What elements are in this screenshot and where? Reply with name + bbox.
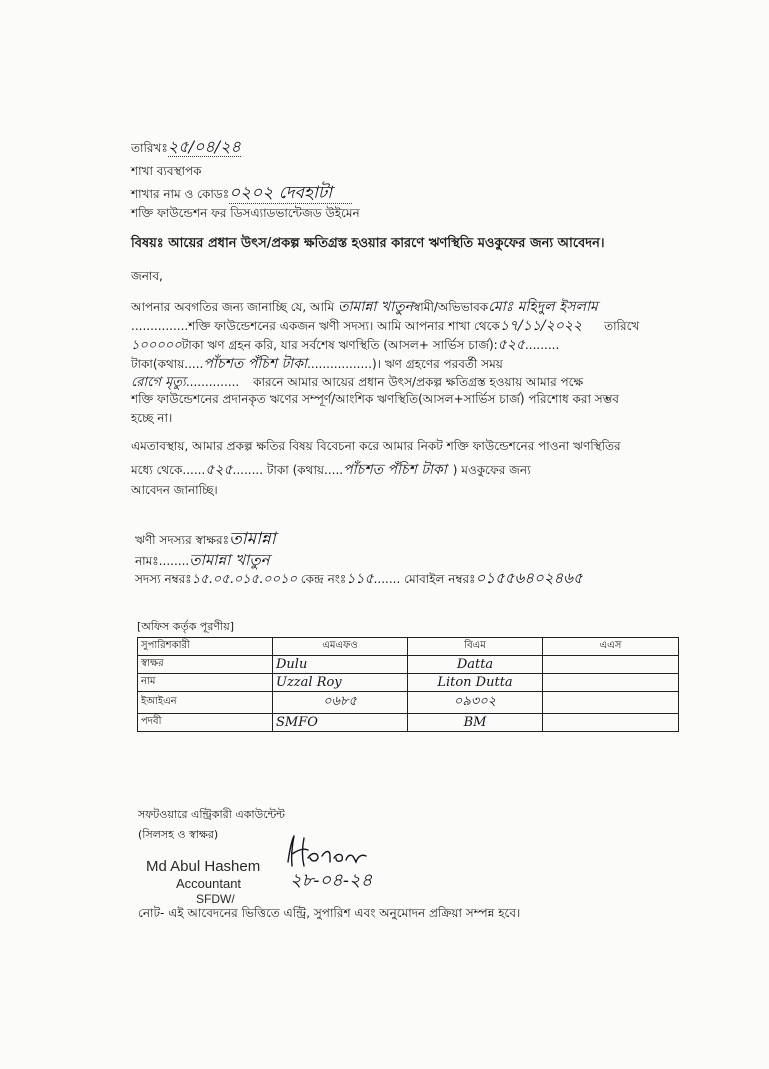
waiver-words-handwritten: পাঁচশত পঁচিশ টাকা	[343, 462, 447, 478]
organization-name: শক্তি ফাউন্ডেশন ফর ডিসএ্যাডভান্টেজড উইমেন	[131, 206, 360, 220]
footer-note: নোট- এই আবেদনের ভিত্তিতে এন্ট্রি, সুপারিশ এবং অনুমোদন প্রক্রিয়া সম্পন্ন হবে।	[138, 906, 521, 920]
office-header-row	[138, 638, 679, 656]
member-name-handwritten: তামান্না খাতুন	[337, 299, 413, 315]
body-text: কারনে আমার আয়ের প্রধান উৎস/প্রকল্প ক্ষতিগ্রস্ত হওয়ায় আমার পক্ষে	[253, 375, 584, 389]
table-row	[138, 656, 679, 674]
body-line-9: মধ্যে থেকে......৫২৫........ টাকা (কথায়.....পাঁচশত পঁচিশ টাকা ) মওকুফের জন্য	[131, 462, 531, 478]
guardian-name-handwritten: মোঃ মহিদুল ইসলাম	[488, 299, 598, 315]
body-line-10: আবেদন জানাচ্ছি।	[131, 483, 218, 497]
bm-signature: Datta	[408, 656, 543, 674]
as-ein	[543, 692, 679, 714]
row-label: স্বাক্ষর	[138, 656, 273, 674]
header-cell: বিএম	[408, 638, 543, 656]
member-number-value: ১৫.০৫.০১৫.০০১০	[191, 572, 297, 587]
body-text: ...............শক্তি ফাউন্ডেশনের একজন ঋণী সদস্য। আমি আপনার শাখা থেকে	[131, 319, 500, 333]
body-text: মধ্যে থেকে	[131, 463, 183, 477]
as-signature	[543, 656, 679, 674]
member-name-value: তামান্না খাতুন	[189, 551, 270, 569]
body-text: স্বামী/অভিভাবক	[413, 300, 489, 314]
stamp-org: SFDW/	[196, 892, 235, 906]
accountant-seal-note: (সিলসহ ও স্বাক্ষর)	[138, 828, 219, 841]
body-text: )। ঋণ গ্রহণের পরবর্তী সময়	[371, 357, 503, 371]
row-label: পদবী	[138, 714, 273, 732]
mfo-name: Uzzal Roy	[273, 674, 408, 692]
date-value: ২৫/০৪/২৪	[167, 137, 241, 156]
center-value: ১১৫	[346, 571, 374, 587]
member-name-line: নামঃ........তামান্না খাতুন	[135, 551, 270, 569]
accountant-sign-date: ২৮-০৪-২৪	[290, 870, 373, 891]
recipient-title: শাখা ব্যবস্থাপক	[131, 164, 202, 178]
office-caption: [অফিস কর্তৃক পূরণীয়]	[137, 620, 234, 633]
branch-value: ০২০২ দেবহাটা	[229, 183, 352, 204]
body-line-3: ১০০০০০টাকা ঋণ গ্রহন করি, যার সর্বশেষ ঋণস্থিতি (আসল+ সার্ভিস চার্জ):৫২৫.........	[131, 337, 560, 353]
body-text: টাকা (কথায়	[266, 463, 324, 477]
salutation: জনাব,	[131, 269, 163, 283]
cause-handwritten: রোগে মৃত্যু	[131, 375, 186, 390]
mfo-signature: Dulu	[273, 656, 408, 674]
mobile-label: মোবাইল নম্বরঃ	[404, 572, 476, 586]
mobile-value: ০১৫৫৬৪০২৪৬৫	[475, 569, 583, 587]
body-line-5: রোগে মৃত্যু.............. কারনে আমার আয়ের প্রধান উৎস/প্রকল্প ক্ষতিগ্রস্ত হওয়ায় আমার পক্ষে	[131, 375, 584, 390]
amount-words-handwritten: পাঁচশত পঁচিশ টাকা	[203, 356, 308, 372]
subject: বিষয়ঃ আয়ের প্রধান উৎস/প্রকল্প ক্ষতিগ্রস্ত হওয়ার কারণে ঋণস্থিতি মওকুফের জন্য আবেদন।	[131, 236, 605, 251]
body-text: ) মওকুফের জন্য	[452, 463, 531, 477]
loan-amount-handwritten: ১০০০০০	[131, 338, 182, 353]
body-text: টাকা ঋণ গ্রহন করি, যার সর্বশেষ ঋণস্থিতি (আসল+ সার্ভিস চার্জ):	[181, 338, 498, 352]
waiver-amount-handwritten: ৫২৫	[205, 462, 233, 478]
header-cell: এএস	[543, 638, 679, 656]
member-number-label: সদস্য নম্বরঃ	[135, 572, 192, 586]
table-row	[138, 714, 679, 732]
branch-label: শাখার নাম ও কোডঃ	[131, 187, 230, 201]
date-line	[131, 134, 241, 161]
office-table	[137, 637, 679, 732]
member-number-line: সদস্য নম্বরঃ১৫.০৫.০১৫.০০১০ কেন্দ্র নংঃ১১৫....... মোবাইল নম্বরঃ০১৫৫৬৪০২৪৬৫	[135, 569, 583, 587]
stamp-title: Accountant	[176, 876, 242, 891]
loan-date-handwritten: ১৭/১১/২০২২	[499, 318, 583, 334]
body-line-7: হচ্ছে না।	[131, 411, 173, 425]
branch-line	[131, 180, 352, 208]
body-text: তারিখে	[604, 319, 640, 333]
balance-handwritten: ৫২৫	[497, 337, 525, 353]
table-row	[138, 692, 679, 714]
as-designation	[543, 714, 679, 732]
body-text: আপনার অবগতির জন্য জানাচ্ছি যে, আমি	[131, 300, 335, 314]
member-name-label: নামঃ	[135, 554, 159, 568]
header-cell: সুপারিশকারী	[138, 638, 273, 656]
mfo-designation: SMFO	[273, 714, 408, 732]
bm-designation: BM	[408, 714, 543, 732]
bm-ein: ০৯৩০২	[408, 692, 543, 714]
body-line-6: শক্তি ফাউন্ডেশনের প্রদানকৃত ঋণের সম্পূর্ণ/আংশিক ঋণস্থিতি(আসল+সার্ভিস চার্জ) পরিশোধ করা সম্ভব	[131, 392, 619, 406]
bm-name: Liton Dutta	[408, 674, 543, 692]
center-label: কেন্দ্র নংঃ	[300, 572, 347, 586]
mfo-ein: ০৬৮৫	[273, 692, 408, 714]
member-signature-label: ঋণী সদস্যর স্বাক্ষরঃ	[135, 533, 229, 547]
stamp-name: Md Abul Hashem	[146, 858, 261, 875]
body-text: টাকা(কথায়	[131, 357, 185, 371]
accountant-title: সফটওয়ারে এন্ট্রিকারী একাউন্টেন্ট	[138, 808, 285, 821]
as-name	[543, 674, 679, 692]
date-label: তারিখঃ	[131, 141, 168, 155]
body-line-8: এমতাবস্থায়, আমার প্রকল্প ক্ষতির বিষয় বিবেচনা করে আমার নিকট শক্তি ফাউন্ডেশনের পাওনা ঋণস্থিতির	[131, 439, 621, 453]
member-signature: তামান্না	[229, 529, 276, 549]
body-line-4: টাকা(কথায়.....পাঁচশত পঁচিশ টাকা.................)। ঋণ গ্রহণের পরবর্তী সময়	[131, 356, 503, 372]
header-cell: এমএফও	[273, 638, 408, 656]
row-label: নাম	[138, 674, 273, 692]
row-label: ইআইএন	[138, 692, 273, 714]
table-row	[138, 674, 679, 692]
